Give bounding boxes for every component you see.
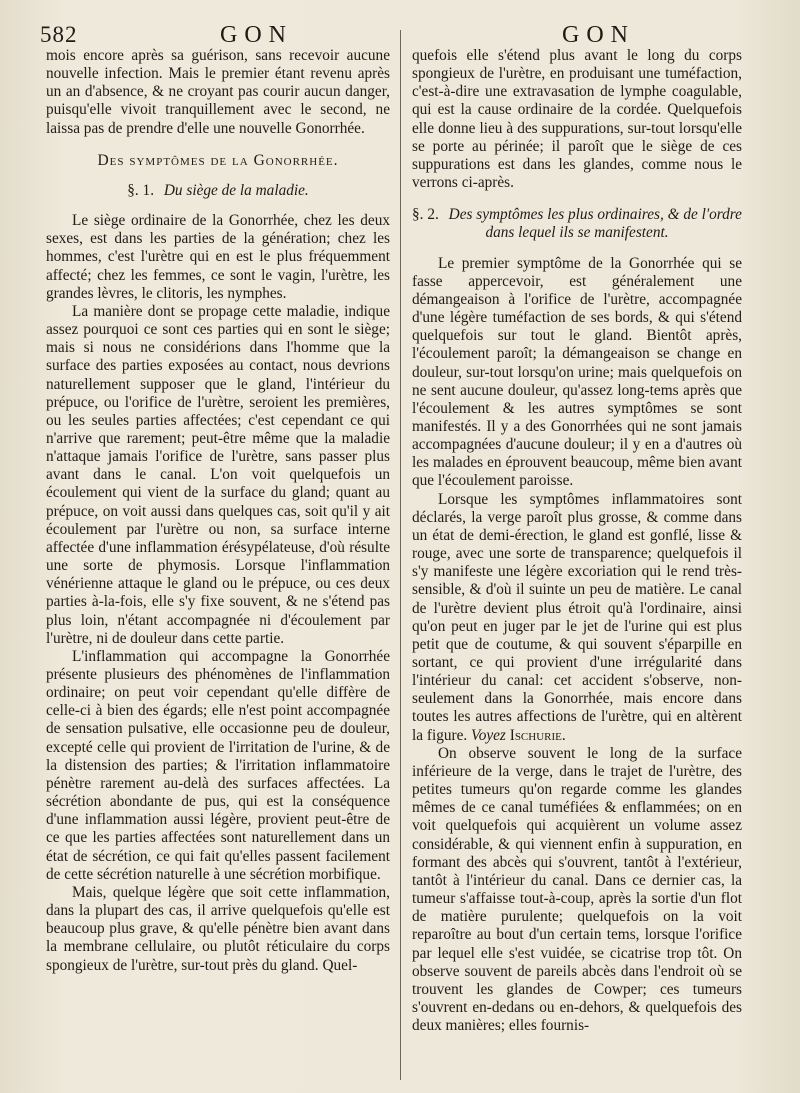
- right-column: [412, 47, 742, 1035]
- section-mark: §. 2.: [412, 206, 439, 224]
- section-mark: §. 1.: [127, 181, 155, 199]
- cross-reference-term: Ischurie.: [509, 726, 566, 744]
- paragraph: La manière dont se propage cette maladie, indique assez pourquoi ce sont ces parties qui en sont le siège; mais si nous ne considérions dans l'homme que la surface des parties exposées au contact, nous devrions naturellement supposer que le gland, l'intérieur du prépuce, ou l'orifice de l'urètre, seroient les premières, ou les seules parties affectées; c'est cependant ce qui n'arrive que rarement; peut-être même que la maladie n'attaque jamais l'orifice de l'urètre, sans passer plus avant dans le canal. L'on voit quelquefois un écoulement qui vient de la surface du gland; quant au prépuce, on voit aussi dans quelques cas, soit qu'il y ait écoulement par l'urètre ou non, sa surface interne affectée d'une inflammation érésypélateuse, d'où résulte une sorte de phymosis. Lorsque l'inflammation vénérienne attaque le gland ou le prépuce, ou ces deux parties à-la-fois, elle s'y fixe souvent, & ne s'étend pas plus loin, n'étant accompagnée ni d'écoulement par l'urètre, ni de douleur dans cette partie.: [46, 302, 390, 647]
- subsection-title: Du siège de la maladie.: [163, 181, 309, 199]
- paragraph: Le siège ordinaire de la Gonorrhée, chez les deux sexes, est dans les parties de la génération; chez les hommes, c'est l'urètre qui en est le plus fréquemment affecté; chez les femmes, ce sont le vagin, l'urètre, les grandes lèvres, le clitoris, les nymphes.: [46, 212, 390, 302]
- subsection-title: Des symptômes les plus ordinaires, & de l'ordre dans lequel ils se manifestent.: [448, 206, 742, 242]
- running-head-left: GON: [220, 22, 293, 48]
- paragraph-text: Lorsque les symptômes inflammatoires sont déclarés, la verge paroît plus grosse, & comme dans un état de demi-érection, le gland est gonflé, lisse & rouge, avec une sorte de transparence; quelquefois il s'y manifeste une légère excoriation qui le rend très-sensible, & d'où il suinte un peu de matière. Le canal de l'urètre devient plus étroit qu'à l'ordinaire, ainsi qu'on peut en juger par le jet de l'urine qui est plus petit que de coutume, & qui souvent s'éparpille en sortant, ce qui provient d'une irrégularité dans l'intérieur du canal: cet accident s'observe, non-seulement dans la Gonorrhée, mais encore dans toutes les autres affections de l'urètre, qui en altèrent la figure.: [412, 490, 742, 744]
- paragraph: mois encore après sa guérison, sans recevoir aucune nouvelle infection. Mais le premier étant revenu après un an d'absence, & ne croyant pas courir aucun danger, puisqu'elle vivoit tranquillement avec le second, ne laissa pas de prendre d'elle une nouvelle Gonorrhée.: [46, 47, 390, 137]
- paragraph: [412, 491, 742, 745]
- cross-reference-voyez: Voyez: [471, 726, 506, 744]
- paragraph: On observe souvent le long de la surface inférieure de la verge, dans le trajet de l'urètre, des petites tumeurs qu'on regarde comme les glandes mêmes de ce canal tuméfiées & enflammées; on en voit quelquefois qui acquièrent un volume assez considérable, & qui viennent enfin à suppuration, en formant des abcès qui s'ouvrent, tantôt à l'extérieur, tantôt à l'intérieur du canal. Dans ce dernier cas, la tumeur s'affaisse tout-à-coup, après la sortie d'un flot de matière purulente; quelquefois on la voit reparoître au bout d'un certain tems, lorsque l'orifice par lequel elle s'est vuidée, se cicatrise trop tôt. On observe souvent de pareils abcès dans l'endroit où se trouvent les glandes de Cowper; ces tumeurs s'ouvrent en-dedans ou en-dehors, & quelquefois des deux manières; elles fournis-: [412, 744, 742, 1035]
- section-heading: Des symptômes de la Gonorrhée.: [97, 151, 339, 169]
- column-divider: [400, 30, 401, 1080]
- running-head-right: GON: [562, 22, 635, 48]
- paragraph: Mais, quelque légère que soit cette inflammation, dans la plupart des cas, il arrive quelquefois qu'elle est beaucoup plus grave, & qu'elle pénètre bien avant dans la membrane cellulaire, ou plutôt réticulaire du corps spongieux de l'urètre, sur-tout près du gland. Quel-: [46, 883, 390, 974]
- subsection-heading: [46, 182, 390, 200]
- paragraph: quefois elle s'étend plus avant le long du corps spongieux de l'urètre, en produisant une tuméfaction, c'est-à-dire une extravasation de lymphe coagulable, qui est la cause ordinaire de la cordée. Quelquefois elle donne lieu à des suppurations, sur-tout lorsqu'elle se porte au périnée; il paroît que le siège de ces suppurations est dans les glandes, comme nous le verrons ci-après.: [412, 47, 742, 192]
- page-number: 582: [40, 22, 78, 47]
- paragraph: L'inflammation qui accompagne la Gonorrhée présente plusieurs des phénomènes de l'inflammation ordinaire; on peut voir cependant qu'elle diffère de celle-ci à bien des égards; elle n'est point accompagnée de sensation pulsative, elle occasionne peu de douleur, excepté celle qui provient de l'irritation de l'urine, & de la distension des parties; & l'irritation inflammatoire pénètre rarement au-delà des surfaces affectées. La sécrétion abondante de pus, qui est la conséquence d'une inflammation aussi légère, provient peut-être de ce que les parties affectées sont naturellement dans un état de sécrétion, ce qui fait qu'elles passent facilement de cette sécrétion naturelle à une sécrétion morbifique.: [46, 647, 390, 883]
- left-column: [46, 47, 390, 975]
- subsection-heading: [412, 206, 742, 242]
- paragraph: Le premier symptôme de la Gonorrhée qui se fasse appercevoir, est généralement une démangeaison à l'orifice de l'urètre, accompagnée d'une légère tuméfaction de ses bords, & qui s'étend quelquefois sur tout le gland. Bientôt après, l'écoulement paroît; la démangeaison se change en douleur, sur-tout lorsqu'on urine; mais quelquefois on ne sent aucune douleur, qu'assez long-tems après que l'écoulement & les autres symptômes se sont manifestés. Il y a des Gonorrhées qui ne sont jamais accompagnées d'aucune douleur; il y en a d'autres où les malades en éprouvent beaucoup, même bien avant que l'écoulement paroisse.: [412, 254, 742, 490]
